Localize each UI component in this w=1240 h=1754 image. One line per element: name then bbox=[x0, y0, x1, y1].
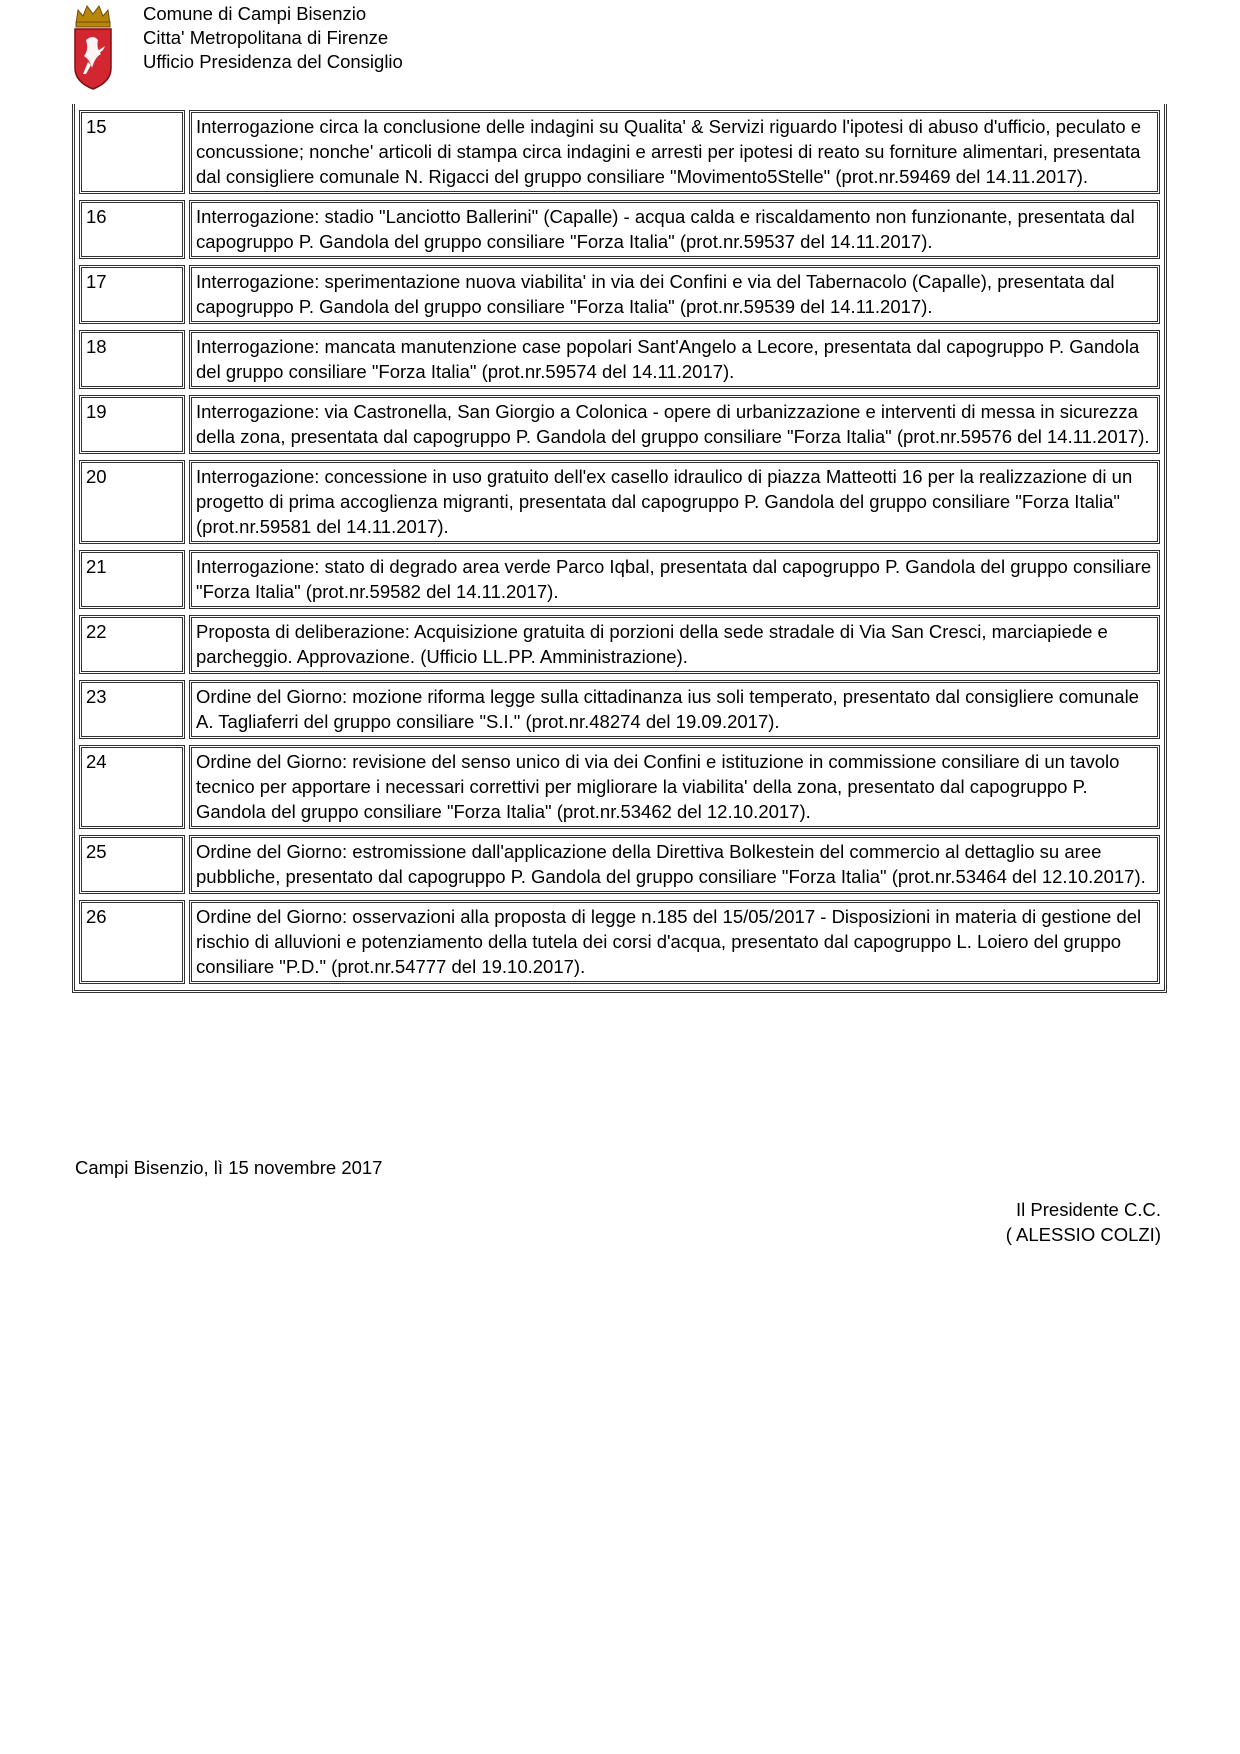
agenda-item-text: Proposta di deliberazione: Acquisizione gratuita di porzioni della sede stradale di Via San Cresci, marciapiede e parcheggio. Approvazione. (Ufficio LL.PP. Amministrazione). bbox=[189, 615, 1160, 674]
agenda-item-text: Interrogazione: concessione in uso gratuito dell'ex casello idraulico di piazza Matteotti 16 per la realizzazione di un progetto di prima accoglienza migranti, presentata dal capogruppo P. Gandola del gruppo consiliare "Forza Italia" (prot.nr.59581 del 14.11.2017). bbox=[189, 460, 1160, 544]
signature-block bbox=[1006, 1197, 1161, 1247]
agenda-row bbox=[79, 900, 1160, 984]
agenda-item-text: Ordine del Giorno: revisione del senso unico di via dei Confini e istituzione in commissione consiliare di un tavolo tecnico per apportare i necessari correttivi per migliorare la viabilita' della zona, presentato dal capogruppo P. Gandola del gruppo consiliare "Forza Italia" (prot.nr.53462 del 12.10.2017). bbox=[189, 745, 1160, 829]
agenda-item-text: Interrogazione: mancata manutenzione case popolari Sant'Angelo a Lecore, presentata dal capogruppo P. Gandola del gruppo consiliare "Forza Italia" (prot.nr.59574 del 14.11.2017). bbox=[189, 330, 1160, 389]
agenda-item-number: 25 bbox=[79, 835, 185, 894]
municipal-crest-icon bbox=[72, 2, 114, 90]
agenda-row bbox=[79, 615, 1160, 674]
agenda-row bbox=[79, 200, 1160, 259]
agenda-row bbox=[79, 835, 1160, 894]
signature-title: Il Presidente C.C. bbox=[1016, 1199, 1161, 1220]
agenda-item-number: 17 bbox=[79, 265, 185, 324]
agenda-item-number: 16 bbox=[79, 200, 185, 259]
agenda-item-number: 19 bbox=[79, 395, 185, 454]
agenda-row bbox=[79, 395, 1160, 454]
agenda-row bbox=[79, 330, 1160, 389]
agenda-item-number: 24 bbox=[79, 745, 185, 829]
agenda-item-number: 26 bbox=[79, 900, 185, 984]
agenda-item-text: Ordine del Giorno: osservazioni alla proposta di legge n.185 del 15/05/2017 - Disposizioni in materia di gestione del rischio di alluvioni e potenziamento della tutela dei corsi d'acqua, presentato dal capogruppo L. Loiero del gruppo consiliare "P.D." (prot.nr.54777 del 19.10.2017). bbox=[189, 900, 1160, 984]
agenda-item-text: Interrogazione: stato di degrado area verde Parco Iqbal, presentata dal capogruppo P. Gandola del gruppo consiliare "Forza Italia" (prot.nr.59582 del 14.11.2017). bbox=[189, 550, 1160, 609]
agenda-item-text: Interrogazione: sperimentazione nuova viabilita' in via dei Confini e via del Tabernacolo (Capalle), presentata dal capogruppo P. Gandola del gruppo consiliare "Forza Italia" (prot.nr.59539 del 14.11.2017). bbox=[189, 265, 1160, 324]
municipality-name: Comune di Campi Bisenzio bbox=[143, 3, 367, 24]
agenda-item-number: 23 bbox=[79, 680, 185, 739]
agenda-item-text: Ordine del Giorno: mozione riforma legge sulla cittadinanza ius soli temperato, presentato dal consigliere comunale A. Tagliaferri del gruppo consiliare "S.I." (prot.nr.48274 del 19.09.2017). bbox=[189, 680, 1160, 739]
place-date: Campi Bisenzio, lì 15 novembre 2017 bbox=[75, 1157, 383, 1178]
office-name: Ufficio Presidenza del Consiglio bbox=[143, 51, 403, 72]
agenda-table bbox=[72, 104, 1167, 993]
agenda-row bbox=[79, 550, 1160, 609]
agenda-item-text: Ordine del Giorno: estromissione dall'applicazione della Direttiva Bolkestein del commercio al dettaglio su aree pubbliche, presentato dal capogruppo P. Gandola del gruppo consiliare "Forza Italia" (prot.nr.53464 del 12.10.2017). bbox=[189, 835, 1160, 894]
agenda-item-text: Interrogazione: via Castronella, San Giorgio a Colonica - opere di urbanizzazione e interventi di messa in sicurezza della zona, presentata dal capogruppo P. Gandola del gruppo consiliare "Forza Italia" (prot.nr.59576 del 14.11.2017). bbox=[189, 395, 1160, 454]
agenda-row bbox=[79, 110, 1160, 194]
agenda-item-number: 15 bbox=[79, 110, 185, 194]
agenda-item-number: 18 bbox=[79, 330, 185, 389]
letterhead bbox=[72, 2, 672, 90]
agenda-row bbox=[79, 745, 1160, 829]
agenda-row bbox=[79, 265, 1160, 324]
agenda-item-text: Interrogazione: stadio "Lanciotto Ballerini" (Capalle) - acqua calda e riscaldamento non funzionante, presentata dal capogruppo P. Gandola del gruppo consiliare "Forza Italia" (prot.nr.59537 del 14.11.2017). bbox=[189, 200, 1160, 259]
agenda-item-text: Interrogazione circa la conclusione delle indagini su Qualita' & Servizi riguardo l'ipotesi di abuso d'ufficio, peculato e concussione; nonche' articoli di stampa circa indagini e arresti per ipotesi di reato su forniture alimentari, presentata dal consigliere comunale N. Rigacci del gruppo consiliare "Movimento5Stelle" (prot.nr.59469 del 14.11.2017). bbox=[189, 110, 1160, 194]
agenda-item-number: 21 bbox=[79, 550, 185, 609]
agenda-item-number: 20 bbox=[79, 460, 185, 544]
agenda-item-number: 22 bbox=[79, 615, 185, 674]
signature-name: ( ALESSIO COLZI) bbox=[1005, 1224, 1161, 1245]
agenda-row bbox=[79, 460, 1160, 544]
agenda-row bbox=[79, 680, 1160, 739]
metropolitan-city: Citta' Metropolitana di Firenze bbox=[143, 27, 389, 48]
